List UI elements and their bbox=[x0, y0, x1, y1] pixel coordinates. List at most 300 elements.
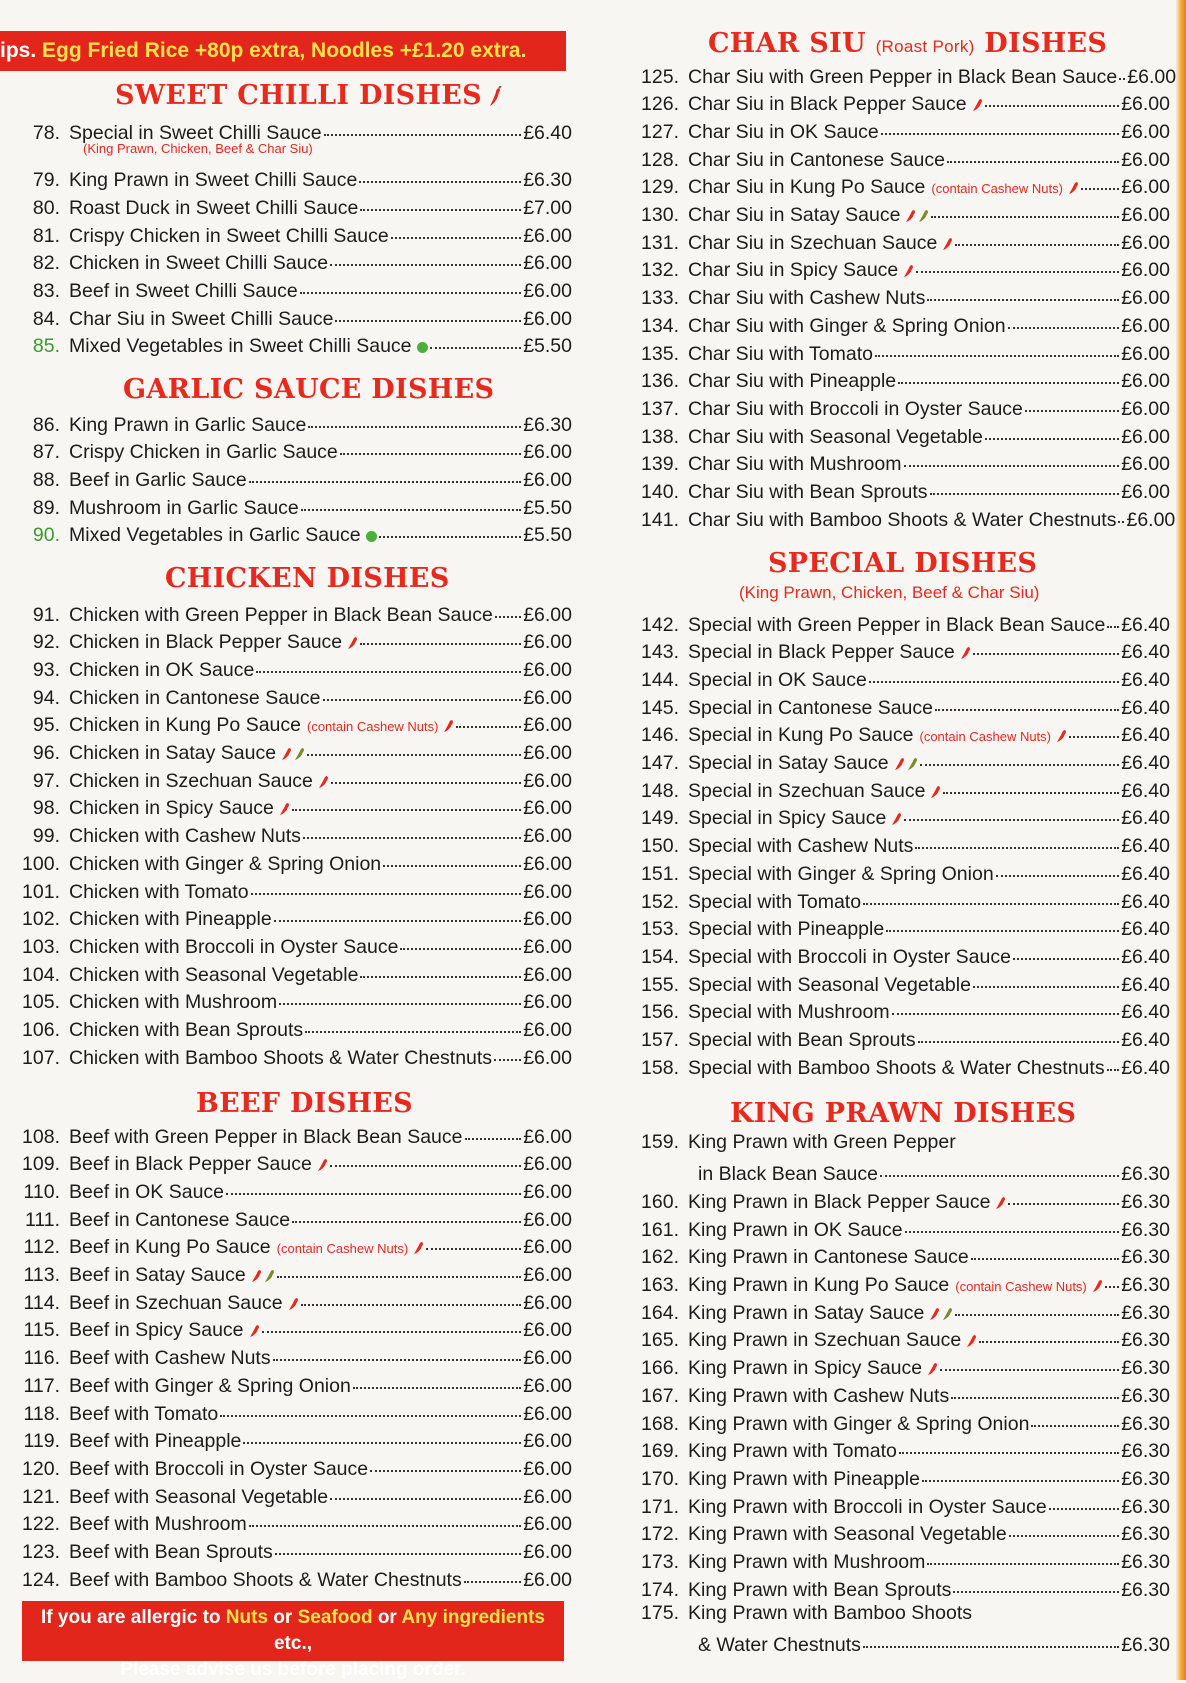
spice-icons bbox=[942, 237, 953, 251]
item-number: 134. bbox=[641, 314, 679, 337]
item-name: Char Siu in Szechuan Sauce bbox=[688, 231, 938, 254]
item-name: King Prawn in Szechuan Sauce bbox=[688, 1329, 962, 1352]
item-price: £6.30 bbox=[1121, 1190, 1170, 1213]
item-number: 120. bbox=[22, 1457, 60, 1480]
dot-leader bbox=[359, 162, 521, 184]
chili-icon bbox=[995, 1196, 1006, 1210]
item-number: 162. bbox=[641, 1246, 679, 1269]
item-number: 87. bbox=[32, 441, 60, 464]
item-name: King Prawn in OK Sauce bbox=[688, 1218, 903, 1241]
allergy-text: or bbox=[372, 1607, 402, 1628]
item-number: 129. bbox=[641, 176, 679, 199]
item-price: £6.00 bbox=[1121, 370, 1170, 393]
item-name: Beef in Sweet Chilli Sauce bbox=[69, 280, 298, 302]
section-subtitle-special: (King Prawn, Chicken, Beef & Char Siu) bbox=[739, 583, 1040, 602]
item-number: 119. bbox=[23, 1430, 60, 1453]
menu-item-row bbox=[622, 477, 1170, 504]
section-title-special: SPECIAL DISHES bbox=[768, 548, 1038, 579]
chili-icon bbox=[347, 636, 358, 650]
item-number: 93. bbox=[32, 658, 60, 681]
menu-item-row bbox=[0, 520, 572, 547]
menu-item-row bbox=[0, 1149, 572, 1176]
item-number: 148. bbox=[641, 779, 679, 802]
item-number: 149. bbox=[641, 807, 679, 830]
item-number: 109. bbox=[22, 1153, 60, 1176]
item-price: £6.00 bbox=[1121, 120, 1170, 143]
menu-item-row bbox=[0, 987, 572, 1014]
menu-item-row bbox=[622, 1270, 1170, 1297]
item-price: £6.40 bbox=[1121, 945, 1170, 968]
dot-leader bbox=[324, 114, 522, 136]
item-number: 95. bbox=[32, 714, 60, 737]
dot-leader bbox=[391, 217, 521, 239]
dot-leader bbox=[881, 113, 1119, 135]
dot-leader bbox=[996, 855, 1120, 877]
menu-item-row bbox=[622, 283, 1170, 310]
chili-icon bbox=[288, 1297, 299, 1311]
item-name: Char Siu in Black Pepper Sauce bbox=[688, 93, 967, 116]
item-name: Chicken with Mushroom bbox=[69, 991, 278, 1014]
item-number: 108. bbox=[22, 1125, 60, 1148]
spice-icons bbox=[281, 747, 305, 761]
item-number: 173. bbox=[641, 1551, 679, 1573]
chili-icon bbox=[443, 719, 454, 733]
dot-leader bbox=[308, 406, 521, 428]
item-number: 96. bbox=[32, 742, 60, 764]
chili-icon bbox=[927, 1362, 938, 1376]
dot-leader bbox=[301, 1284, 522, 1306]
item-price: £6.40 bbox=[1121, 1056, 1170, 1079]
menu-item-row bbox=[0, 409, 572, 436]
dot-leader bbox=[935, 689, 1119, 711]
page-edge-decoration bbox=[1176, 0, 1186, 1680]
menu-item-row bbox=[0, 1481, 572, 1508]
chili-icon bbox=[488, 86, 502, 108]
menu-item-row bbox=[0, 904, 572, 931]
menu-item-row bbox=[0, 848, 572, 875]
item-name: Chicken with Tomato bbox=[69, 880, 249, 903]
item-number: 118. bbox=[23, 1402, 60, 1425]
spice-icons bbox=[347, 636, 358, 650]
item-number: 170. bbox=[641, 1467, 679, 1490]
item-number: 107. bbox=[22, 1046, 60, 1069]
menu-item-row bbox=[0, 492, 572, 519]
vegetarian-icon bbox=[366, 531, 377, 542]
item-name: King Prawn with Seasonal Vegetable bbox=[688, 1523, 1007, 1546]
dot-leader bbox=[273, 1340, 522, 1362]
item-name: Char Siu with Cashew Nuts bbox=[688, 287, 926, 310]
spice-icons bbox=[1056, 729, 1067, 743]
item-name: Special with Bamboo Shoots & Water Chestnuts bbox=[688, 1056, 1105, 1079]
item-name: & Water Chestnuts bbox=[698, 1634, 861, 1657]
dot-leader bbox=[915, 828, 1119, 850]
allergy-text: If you are allergic to bbox=[41, 1607, 226, 1628]
item-name: Chicken in Spicy Sauce bbox=[69, 797, 274, 820]
dot-leader bbox=[985, 86, 1120, 108]
item-price: £5.50 bbox=[523, 335, 572, 358]
item-price: £6.40 bbox=[1121, 724, 1170, 747]
chili-icon bbox=[1056, 729, 1067, 743]
rice-noodle-banner bbox=[0, 31, 566, 71]
item-name: Char Siu with Ginger & Spring Onion bbox=[688, 314, 1006, 337]
menu-item-row bbox=[0, 821, 572, 848]
item-number: 84. bbox=[32, 307, 60, 330]
section-title-text: CHAR SIU bbox=[708, 28, 866, 59]
section-title-garlic: GARLIC SAUCE DISHES bbox=[123, 374, 495, 405]
menu-item-row bbox=[622, 1574, 1170, 1601]
dot-leader bbox=[922, 1460, 1119, 1482]
item-price: £6.00 bbox=[523, 307, 572, 330]
menu-item-row bbox=[0, 765, 572, 792]
item-note: (contain Cashew Nuts) bbox=[306, 719, 439, 735]
item-name: in Black Bean Sauce bbox=[698, 1163, 878, 1186]
item-name: Char Siu with Green Pepper in Black Bean Sauce bbox=[688, 65, 1118, 88]
item-number: 175. bbox=[641, 1601, 679, 1624]
item-name: Chicken with Green Pepper in Black Bean Sauce bbox=[69, 603, 493, 626]
menu-item-row bbox=[0, 192, 572, 219]
menu-item-row bbox=[622, 1491, 1170, 1518]
menu-item-row bbox=[622, 914, 1170, 941]
dot-leader bbox=[863, 1627, 1119, 1649]
spice-icons bbox=[929, 1307, 953, 1321]
section-title-text: DISHES bbox=[984, 28, 1108, 59]
item-number: 104. bbox=[22, 963, 60, 986]
menu-item-row bbox=[0, 1121, 572, 1148]
section-title-text: SWEET CHILLI DISHES bbox=[115, 80, 482, 111]
item-number: 128. bbox=[641, 148, 679, 171]
dot-leader bbox=[1025, 390, 1119, 412]
spice-icons bbox=[960, 646, 971, 660]
item-price: £6.00 bbox=[1121, 481, 1170, 503]
item-price: £6.30 bbox=[1121, 1301, 1170, 1324]
item-name: King Prawn in Kung Po Sauce bbox=[688, 1274, 950, 1296]
item-name: Beef in Black Pepper Sauce bbox=[69, 1153, 312, 1176]
item-number: 121. bbox=[22, 1485, 60, 1508]
dot-leader bbox=[1049, 1488, 1119, 1510]
item-price: £6.30 bbox=[1121, 1329, 1170, 1352]
item-price: £6.00 bbox=[523, 908, 572, 931]
item-price: £6.30 bbox=[1121, 1357, 1170, 1380]
item-name: Beef in Cantonese Sauce bbox=[69, 1208, 291, 1231]
dot-leader bbox=[943, 772, 1119, 794]
allergy-line-1 bbox=[22, 1605, 564, 1657]
dot-leader bbox=[979, 1322, 1119, 1344]
item-price: £6.30 bbox=[1121, 1440, 1170, 1463]
chili-icon bbox=[317, 1158, 328, 1172]
item-name: Beef with Broccoli in Oyster Sauce bbox=[69, 1457, 369, 1480]
item-number: 89. bbox=[32, 496, 60, 519]
item-number: 167. bbox=[641, 1384, 679, 1407]
item-name: Beef with Bamboo Shoots & Water Chestnuts bbox=[69, 1568, 462, 1591]
item-price: £6.00 bbox=[523, 1374, 572, 1397]
item-name: Char Siu in Spicy Sauce bbox=[688, 259, 899, 282]
menu-item-row bbox=[0, 1260, 572, 1287]
dot-leader bbox=[400, 928, 521, 950]
item-name: Chicken with Cashew Nuts bbox=[69, 825, 301, 848]
item-number: 125. bbox=[641, 65, 679, 88]
dot-leader bbox=[353, 1367, 521, 1389]
dot-leader bbox=[947, 141, 1119, 163]
item-name: Beef with Seasonal Vegetable bbox=[69, 1485, 329, 1508]
dot-leader bbox=[274, 901, 521, 923]
item-number: 140. bbox=[641, 481, 679, 503]
chili-icon bbox=[1092, 1279, 1103, 1293]
item-number: 100. bbox=[22, 852, 60, 875]
item-name: Special with Green Pepper in Black Bean Sauce bbox=[688, 613, 1106, 636]
allergy-line-2: Please advise us before placing order. bbox=[120, 1659, 466, 1680]
menu-item-row bbox=[0, 1176, 572, 1203]
item-price: £6.30 bbox=[1121, 1551, 1170, 1573]
item-name: King Prawn with Ginger & Spring Onion bbox=[688, 1412, 1030, 1435]
menu-item-row bbox=[622, 310, 1170, 337]
menu-item-row bbox=[622, 1630, 1170, 1657]
item-number: 127. bbox=[641, 120, 679, 143]
item-number: 150. bbox=[641, 835, 679, 858]
item-number: 159. bbox=[641, 1131, 679, 1153]
item-price: £6.00 bbox=[523, 991, 572, 1014]
allergy-nuts: Nuts bbox=[225, 1607, 269, 1628]
menu-item-row bbox=[0, 1370, 572, 1397]
spice-icons bbox=[443, 719, 454, 733]
dot-leader bbox=[292, 790, 521, 812]
menu-item-row bbox=[0, 1537, 572, 1564]
item-price: £6.00 bbox=[523, 1291, 572, 1314]
item-name: Special in Black Pepper Sauce bbox=[688, 641, 955, 664]
dot-leader bbox=[277, 1257, 521, 1279]
item-price: £6.00 bbox=[523, 1046, 572, 1069]
item-price: £7.00 bbox=[523, 196, 572, 219]
dot-leader bbox=[1119, 58, 1125, 80]
item-price: £6.30 bbox=[1121, 1218, 1170, 1241]
item-price: £6.00 bbox=[523, 468, 572, 491]
item-price: £6.00 bbox=[1121, 425, 1170, 448]
item-name: Special with Cashew Nuts bbox=[688, 835, 914, 858]
dot-leader bbox=[863, 883, 1119, 905]
section-title-sweet-chilli bbox=[115, 80, 502, 111]
spice-icons bbox=[1092, 1279, 1103, 1293]
satay-icon bbox=[942, 1307, 953, 1321]
item-number: 169. bbox=[641, 1440, 679, 1463]
dot-leader bbox=[249, 461, 521, 483]
item-number: 131. bbox=[641, 231, 679, 254]
menu-item-row bbox=[622, 1602, 1170, 1629]
item-number: 91. bbox=[32, 603, 60, 626]
dot-leader bbox=[301, 489, 521, 511]
dot-leader bbox=[973, 634, 1120, 656]
chili-icon bbox=[894, 757, 905, 771]
menu-item-row bbox=[0, 464, 572, 491]
item-name: Char Siu in Cantonese Sauce bbox=[688, 148, 945, 171]
menu-item-row bbox=[0, 1398, 572, 1425]
item-name: King Prawn with Mushroom bbox=[688, 1551, 926, 1573]
item-number: 171. bbox=[641, 1495, 679, 1518]
item-price: £6.00 bbox=[1126, 508, 1176, 531]
item-number: 130. bbox=[641, 204, 679, 226]
item-name: Char Siu with Pineapple bbox=[688, 370, 897, 393]
item-number: 174. bbox=[641, 1578, 679, 1601]
menu-item-row bbox=[0, 1287, 572, 1314]
item-name: Char Siu in Satay Sauce bbox=[688, 204, 901, 226]
item-number: 145. bbox=[641, 696, 679, 719]
item-price: £6.00 bbox=[523, 603, 572, 626]
dot-leader bbox=[292, 1201, 521, 1223]
menu-item-row bbox=[622, 200, 1170, 227]
menu-item-row bbox=[622, 227, 1170, 254]
menu-item-row bbox=[622, 61, 1177, 88]
dot-leader bbox=[464, 1561, 521, 1583]
menu-item-row bbox=[0, 959, 572, 986]
item-price: £6.40 bbox=[1121, 890, 1170, 913]
dot-leader bbox=[220, 1395, 521, 1417]
menu-item-row bbox=[0, 1343, 572, 1370]
item-name: Beef with Ginger & Spring Onion bbox=[69, 1374, 351, 1397]
spice-icons bbox=[966, 1334, 977, 1348]
item-name: Chicken in Satay Sauce bbox=[69, 742, 277, 764]
item-number: 122. bbox=[22, 1513, 60, 1536]
item-price: £6.00 bbox=[523, 1264, 572, 1286]
item-price: £6.00 bbox=[523, 631, 572, 654]
dot-leader bbox=[360, 189, 521, 211]
item-name: Special with Ginger & Spring Onion bbox=[688, 862, 994, 885]
menu-item-row bbox=[622, 449, 1170, 476]
item-name: Char Siu with Broccoli in Oyster Sauce bbox=[688, 397, 1023, 420]
item-number: 116. bbox=[23, 1347, 60, 1370]
item-note: (contain Cashew Nuts) bbox=[919, 729, 1051, 745]
spice-icons bbox=[413, 1241, 424, 1255]
item-price: £6.00 bbox=[523, 1153, 572, 1176]
menu-item-row bbox=[622, 1408, 1170, 1435]
menu-item-row bbox=[622, 1436, 1170, 1463]
item-number: 147. bbox=[641, 752, 679, 774]
item-name: King Prawn in Satay Sauce bbox=[688, 1301, 925, 1324]
item-number: 144. bbox=[641, 668, 679, 691]
item-name: Chicken with Bean Sprouts bbox=[69, 1019, 304, 1041]
item-note: (contain Cashew Nuts) bbox=[276, 1241, 409, 1257]
allergy-notice bbox=[22, 1601, 564, 1680]
item-number: 78. bbox=[32, 121, 60, 144]
item-price: £6.40 bbox=[1121, 613, 1170, 636]
menu-item-row bbox=[0, 276, 572, 303]
item-name: Char Siu with Seasonal Vegetable bbox=[688, 425, 983, 448]
item-name: Crispy Chicken in Sweet Chilli Sauce bbox=[69, 224, 389, 247]
item-price: £6.40 bbox=[1121, 807, 1170, 830]
item-price: £5.50 bbox=[523, 524, 572, 547]
item-price: £6.00 bbox=[523, 1208, 572, 1231]
item-number: 123. bbox=[22, 1541, 60, 1563]
dot-leader bbox=[330, 1146, 521, 1168]
item-name: Beef in Kung Po Sauce bbox=[69, 1236, 271, 1259]
menu-item-row bbox=[622, 775, 1170, 802]
item-number: 163. bbox=[641, 1274, 679, 1296]
chili-icon bbox=[251, 1269, 262, 1283]
item-number: 132. bbox=[641, 259, 679, 282]
dot-leader bbox=[920, 745, 1120, 767]
spice-icons bbox=[930, 785, 941, 799]
item-name: Char Siu with Bamboo Shoots & Water Chestnuts bbox=[688, 508, 1117, 531]
chili-icon bbox=[249, 1324, 260, 1338]
dot-leader bbox=[426, 1229, 521, 1251]
item-price: £6.00 bbox=[523, 1125, 572, 1148]
item-name: Char Siu with Tomato bbox=[688, 342, 873, 365]
menu-item-row bbox=[0, 220, 572, 247]
item-price: £6.30 bbox=[1121, 1495, 1170, 1518]
menu-item-row bbox=[622, 1547, 1170, 1574]
dot-leader bbox=[243, 1423, 521, 1445]
item-price: £6.00 bbox=[523, 714, 572, 737]
item-name: Chicken in Szechuan Sauce bbox=[69, 769, 313, 792]
item-name: King Prawn in Black Pepper Sauce bbox=[688, 1190, 991, 1213]
item-number: 88. bbox=[32, 468, 60, 491]
item-name: Mushroom in Garlic Sauce bbox=[69, 496, 299, 519]
chili-icon bbox=[413, 1241, 424, 1255]
chili-icon bbox=[1068, 181, 1079, 195]
item-name: Mixed Vegetables in Sweet Chilli Sauce bbox=[69, 335, 412, 358]
allergy-any-ingredients: Any ingredients bbox=[401, 1607, 545, 1628]
item-number: 83. bbox=[32, 280, 60, 302]
menu-item-row bbox=[622, 609, 1170, 636]
dot-leader bbox=[379, 517, 522, 539]
item-price: £6.40 bbox=[1121, 835, 1170, 858]
dot-leader bbox=[985, 418, 1119, 440]
item-price: £6.40 bbox=[1121, 779, 1170, 802]
dot-leader bbox=[370, 1450, 521, 1472]
spice-icons bbox=[995, 1196, 1006, 1210]
item-number: 94. bbox=[32, 686, 60, 709]
item-number: 82. bbox=[32, 252, 60, 275]
chili-icon bbox=[929, 1307, 940, 1321]
spice-icons bbox=[903, 264, 914, 278]
banner-text: Egg Fried Rice +80p extra, Noodles +£1.20 extra. bbox=[42, 39, 527, 62]
item-price: £6.40 bbox=[1121, 862, 1170, 885]
menu-item-row bbox=[622, 748, 1170, 775]
item-name: King Prawn with Cashew Nuts bbox=[688, 1384, 950, 1407]
spice-icons bbox=[318, 775, 329, 789]
dot-leader bbox=[383, 845, 521, 867]
item-name: Crispy Chicken in Garlic Sauce bbox=[69, 441, 338, 464]
dot-leader bbox=[331, 762, 521, 784]
item-price: £6.00 bbox=[1121, 204, 1170, 226]
item-price: £6.00 bbox=[523, 852, 572, 875]
chili-icon bbox=[318, 775, 329, 789]
menu-item-row bbox=[622, 1242, 1170, 1269]
item-price: £6.00 bbox=[523, 1485, 572, 1508]
item-number: 98. bbox=[32, 797, 60, 820]
item-price: £6.00 bbox=[1121, 231, 1170, 254]
item-name: Chicken with Seasonal Vegetable bbox=[69, 963, 359, 986]
item-name: Beef in Garlic Sauce bbox=[69, 468, 247, 491]
item-price: £6.00 bbox=[1121, 148, 1170, 171]
dot-leader bbox=[330, 1478, 521, 1500]
item-name: Chicken in Sweet Chilli Sauce bbox=[69, 252, 329, 275]
item-number: 157. bbox=[641, 1029, 679, 1051]
item-number: 114. bbox=[23, 1291, 60, 1314]
menu-item-row bbox=[622, 1380, 1170, 1407]
menu-item-row bbox=[622, 637, 1170, 664]
item-price: £6.40 bbox=[1121, 641, 1170, 664]
dot-leader bbox=[1081, 169, 1119, 191]
menu-item-row bbox=[622, 504, 1176, 531]
item-number: 90. bbox=[32, 524, 60, 547]
dot-leader bbox=[279, 984, 521, 1006]
item-price: £6.00 bbox=[523, 1236, 572, 1259]
item-name: Char Siu with Bean Sprouts bbox=[688, 481, 928, 503]
dot-leader bbox=[226, 1173, 521, 1195]
menu-item-row bbox=[0, 793, 572, 820]
item-price: £6.40 bbox=[523, 121, 572, 144]
menu-item-row bbox=[622, 803, 1170, 830]
section-title-small: (Roast Pork) bbox=[875, 37, 975, 56]
item-price: £6.30 bbox=[523, 413, 572, 436]
